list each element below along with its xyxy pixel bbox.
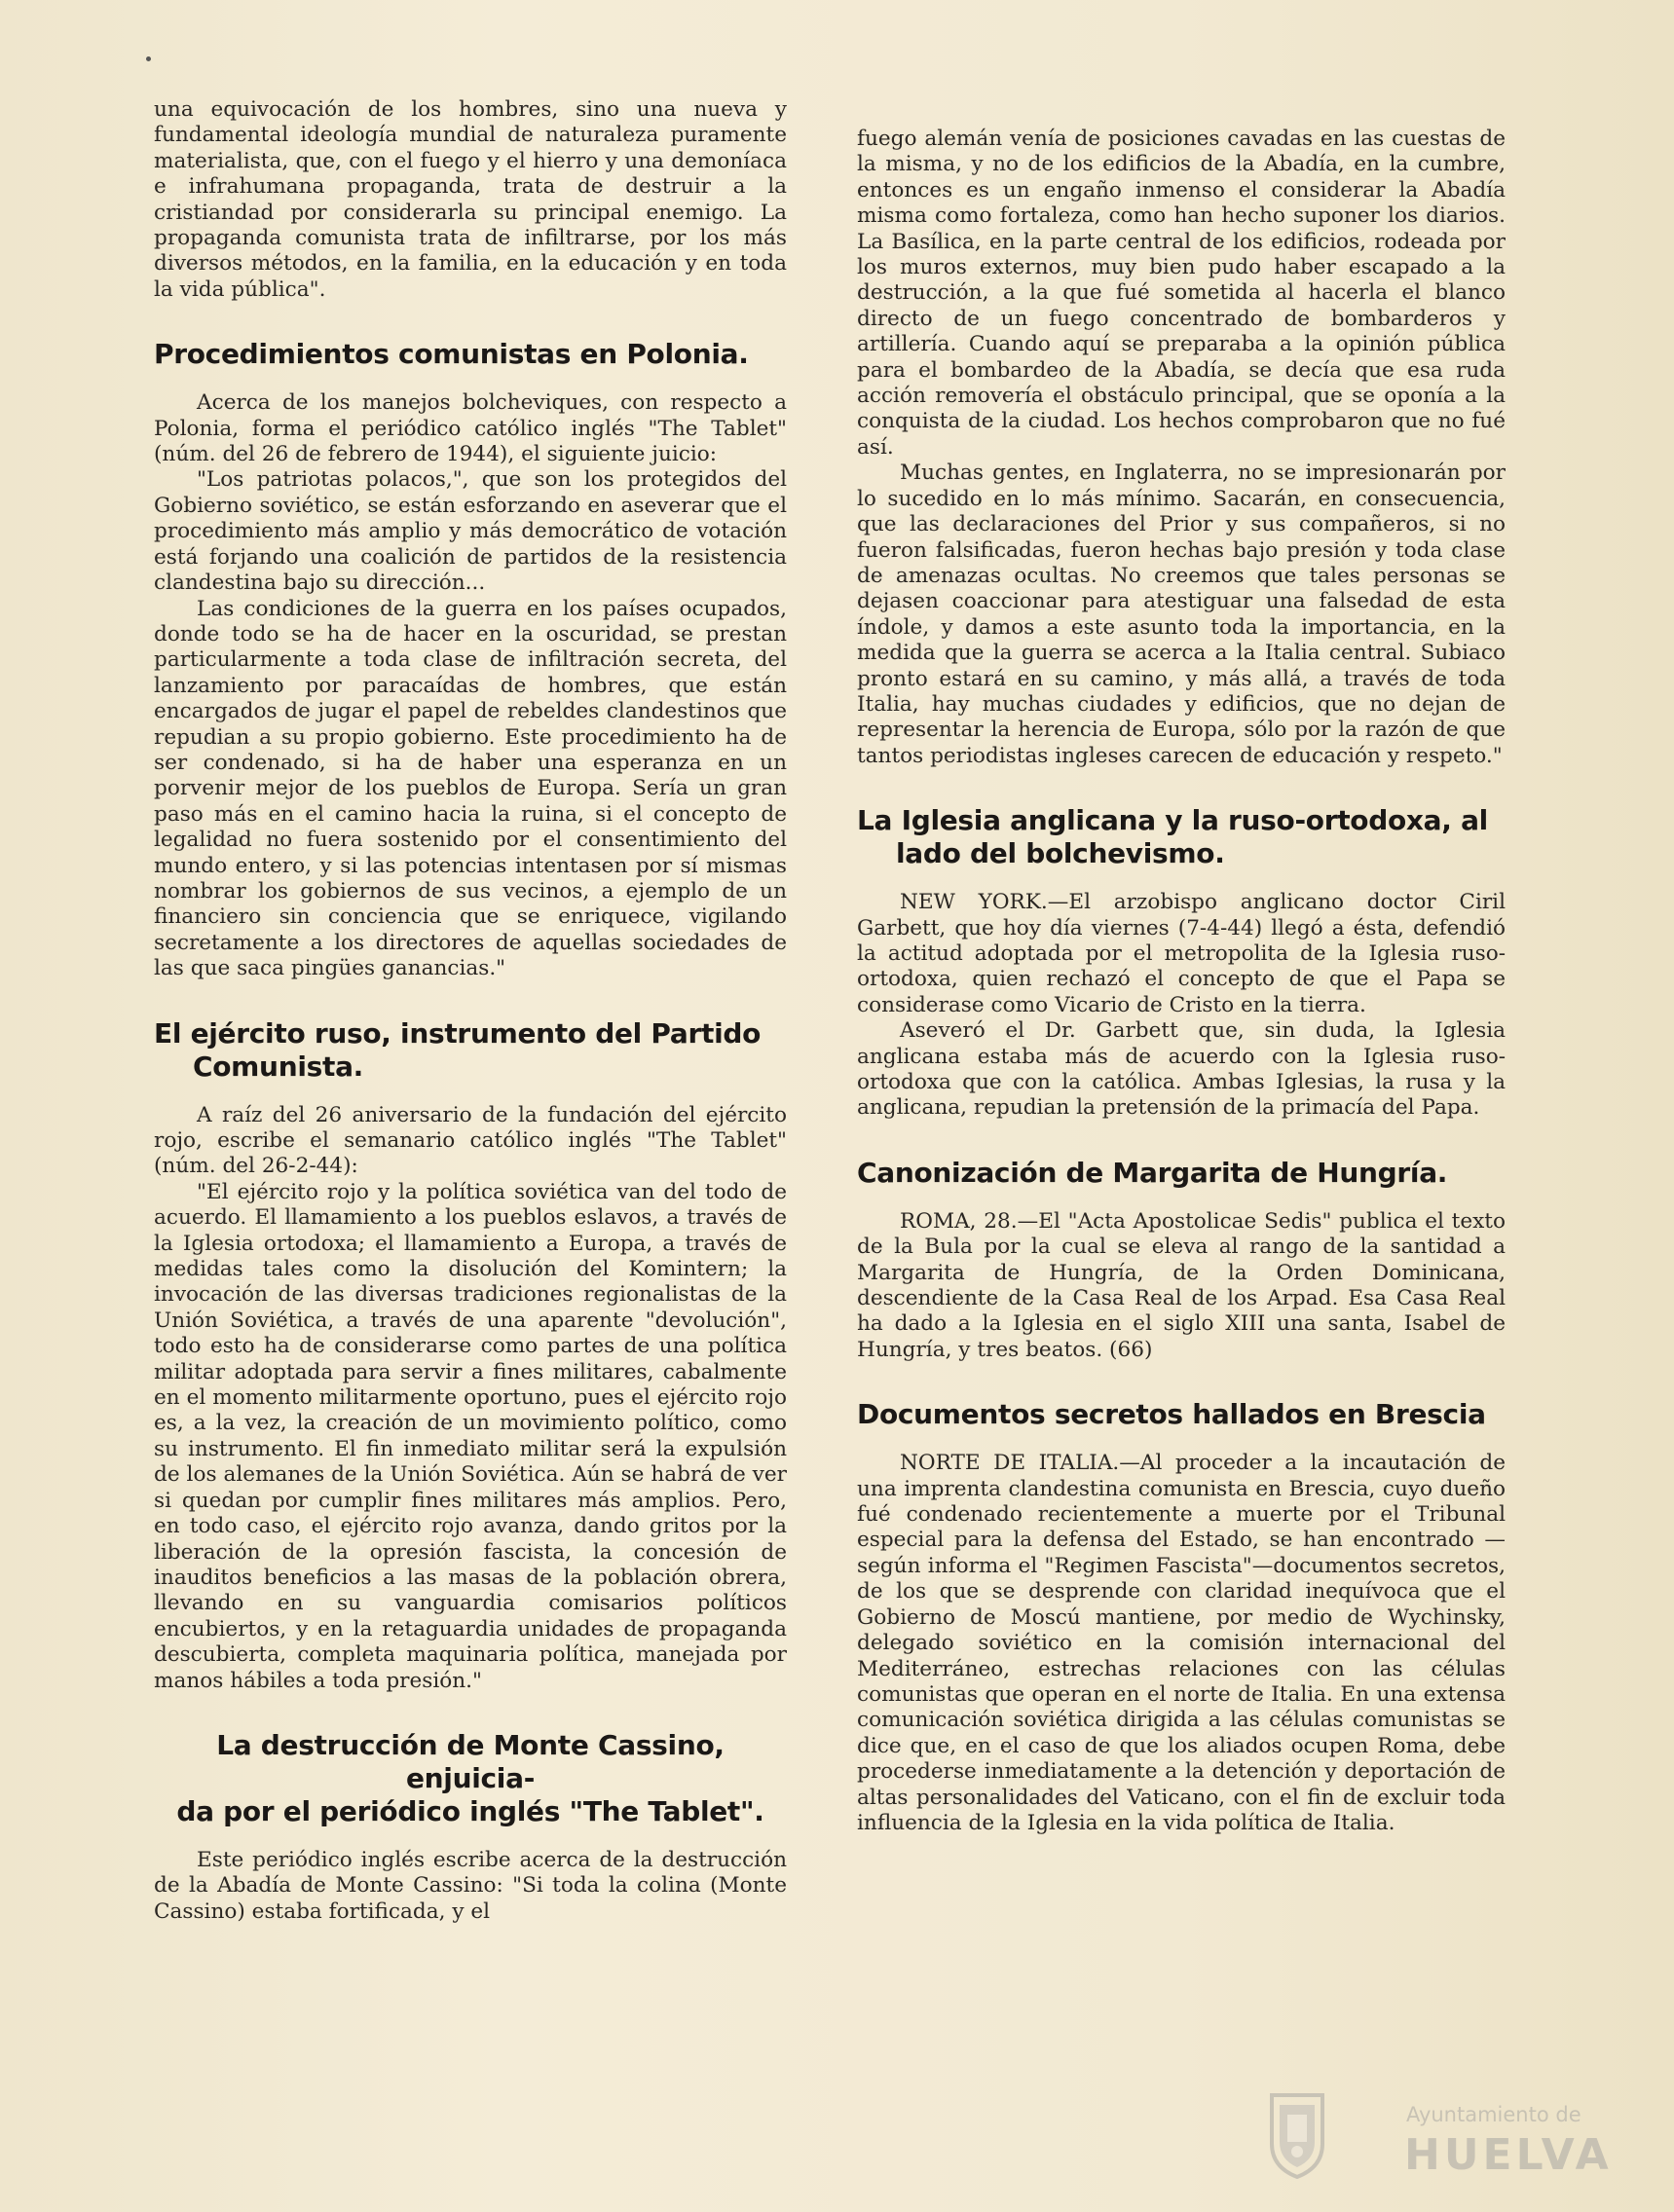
paragraph: ROMA, 28.—El "Acta Apostolicae Sedis" publica el texto de la Bula por la cual se eleva al rango de la santidad a Margarita de Hungría, de la Orden Dominicana, descendiente de la Casa Real de los Arpad. Esa Casa Real ha dado a la Iglesia en el siglo XIII una santa, Isabel de Hungría, y tres beatos. (66) xyxy=(857,1208,1506,1362)
paragraph: Muchas gentes, en Inglaterra, no se impresionarán por lo sucedido en lo más mínimo. Sacarán, en consecuencia, que las declaraciones del Prior y sus compañeros, si no fueron falsificadas, fueron hechas bajo presión y toda clase de amenazas ocultas. No creemos que tales personas se dejasen coaccionar para atestiguar una falsedad de esta índole, y damos a este asunto toda la importancia, en la medida que la guerra se acerca a la Italia central. Subiaco pronto estará en su camino, y más allá, a través de toda Italia, hay muchas ciudades y edificios, que no dejan de representar la herencia de Europa, sólo por la razón de que tantos periodistas ingleses carecen de educación y respeto." xyxy=(857,461,1506,768)
heading-monte-cassino xyxy=(154,1729,787,1828)
heading-iglesia-anglicana xyxy=(857,804,1506,870)
heading-documentos-brescia: Documentos secretos hallados en Brescia xyxy=(857,1398,1486,1431)
watermark-logo xyxy=(1266,2091,1613,2181)
paragraph: fuego alemán venía de posiciones cavadas en las cuestas de la misma, y no de los edificios de la Abadía, en la cumbre, entonces es un engaño inmenso el considerar la Abadía misma como fortaleza, como han hecho suponer los diarios. La Basílica, en la parte central de los edificios, rodeada por los muros externos, muy bien pudo haber escapado a la destrucción, a la que fué sometida al hacerla el blanco directo de un fuego concentrado de bombarderos y artillería. Cuando aquí se preparaba a la opinión pública para el bombardeo de la Abadía, se decía que esa ruda acción removería el obstáculo principal, que se oponía a la conquista de la ciudad. Los hechos comprobaron que no fué así. xyxy=(857,127,1506,460)
paragraph: "Los patriotas polacos,", que son los protegidos del Gobierno soviético, se están esforzando en aseverar que el procedimiento más amplio y más democrático de votación está forjando una coalición de partidos de la resistencia clandestina bajo su dirección... xyxy=(154,467,787,596)
paragraph: NEW YORK.—El arzobispo anglicano doctor Ciril Garbett, que hoy día viernes (7-4-44) llegó a ésta, defendió la actitud adoptada por el metropolita de la Iglesia ruso-ortodoxa, quien rechazó el concepto de que el Papa se considerase como Vicario de Cristo en la tierra. xyxy=(857,890,1506,1017)
left-column xyxy=(154,97,787,1925)
heading-canonizacion: Canonización de Margarita de Hungría. xyxy=(857,1156,1448,1189)
paragraph: NORTE DE ITALIA.—Al proceder a la incautación de una imprenta clandestina comunista en Brescia, cuyo dueño fué condenado recientemente a muerte por el Tribunal especial para la defensa del Estado, se han encontrado —según informa el "Regimen Fascista"—documentos secretos, de los que se desprende con claridad inequívoca que el Gobierno de Moscú mantiene, por medio de Wychinsky, delegado soviético en la comisión internacional del Mediterráneo, estrechas relaciones con las células comunistas que operan en el norte de Italia. En una extensa comunicación soviética dirigida a las células comunistas se dice que, en el caso de que los aliados ocupen Roma, debe procederse inmediatamente a la detención y deportación de altas personalidades del Vaticano, con el fin de excluir toda influencia de la Iglesia en la vida política de Italia. xyxy=(857,1451,1506,1835)
heading-line: La destrucción de Monte Cassino, enjuicia- xyxy=(216,1728,725,1794)
heading-ejercito-ruso xyxy=(154,1017,787,1084)
heading-polonia: Procedimientos comunistas en Polonia. xyxy=(154,338,749,371)
heading-line: El ejército ruso, instrumento del Partido xyxy=(154,1016,762,1050)
intro-paragraph: una equivocación de los hombres, sino una nueva y fundamental ideología mundial de naturaleza puramente materialista, que, con el fuego y el hierro y una demoníaca e infrahumana propaganda, trata de destruir a la cristiandad por considerarla su principal enemigo. La propaganda comunista trata de infiltrarse, por los más diversos métodos, en la familia, en la educación y en toda la vida pública". xyxy=(154,97,787,302)
paragraph: Aseveró el Dr. Garbett que, sin duda, la Iglesia anglicana estaba más de acuerdo con la Iglesia ruso-ortodoxa que con la católica. Ambas Iglesias, la rusa y la anglicana, repudian la pretensión de la primacía del Papa. xyxy=(857,1018,1506,1121)
paragraph: A raíz del 26 aniversario de la fundación del ejército rojo, escribe el semanario católico inglés "The Tablet" (núm. del 26-2-44): xyxy=(154,1102,787,1179)
watermark-line2: HUELVA xyxy=(1404,2130,1613,2180)
paragraph: "El ejército rojo y la política soviética van del todo de acuerdo. El llamamiento a los pueblos eslavos, a través de la Iglesia ortodoxa; el llamamiento a Europa, a través de medidas tales como la disolución del Komintern; la invocación de las diversas tradiciones regionalistas de la Unión Soviética, a través de una aparente "devolución", todo esto ha de considerarse como partes de una política militar adoptada para servir a fines militares, cabalmente en el momento militarmente oportuno, pues el ejército rojo es, a la vez, la creación de un movimiento político, como su instrumento. El fin inmediato militar será la expulsión de los alemanes de la Unión Soviética. Aún se habrá de ver si quedan por cumplir fines militares más amplios. Pero, en todo caso, el ejército rojo avanza, dando gritos por la liberación de la opresión fascista, la concesión de inauditos beneficios a las masas de la población obrera, llevando en su vanguardia comisarios políticos encubiertos, y en la retaguardia unidades de propaganda descubierta, completa maquinaria política, manejada por manos hábiles a toda presión." xyxy=(154,1179,787,1693)
heading-line: lado del bolchevismo. xyxy=(896,837,1225,870)
huelva-crest-icon xyxy=(1266,2091,1328,2179)
paragraph: Este periódico inglés escribe acerca de la destrucción de la Abadía de Monte Cassino: "Si toda la colina (Monte Cassino) estaba fortificada, y el xyxy=(154,1847,787,1924)
heading-line: Comunista. xyxy=(193,1050,364,1083)
paper-speck xyxy=(146,56,151,61)
right-column xyxy=(857,127,1506,1836)
heading-line: La Iglesia anglicana y la ruso-ortodoxa, al xyxy=(857,804,1488,837)
paragraph: Las condiciones de la guerra en los países ocupados, donde todo se ha de hacer en la oscuridad, se prestan particularmente a toda clase de infiltración secreta, del lanzamiento por paracaídas de hombres, que están encargados de jugar el papel de rebeldes clandestinos que repudian a su propio gobierno. Este procedimiento ha de ser condenado, si ha de haber una esperanza en un porvenir mejor de los pueblos de Europa. Sería un gran paso más en el camino hacia la ruina, si el concepto de legalidad no fuera sostenido por el consentimiento del mundo entero, y si las potencias intentasen por sí mismas nombrar los gobiernos de sus vecinos, a ejemplo de un financiero sin conciencia que se enriquece, vigilando secretamente a los directores de aquellas sociedades de las que saca pingües ganancias." xyxy=(154,596,787,981)
paragraph: Acerca de los manejos bolcheviques, con respecto a Polonia, forma el periódico católico inglés "The Tablet" (núm. del 26 de febrero de 1944), el siguiente juicio: xyxy=(154,390,787,467)
heading-line: da por el periódico inglés "The Tablet". xyxy=(176,1794,764,1827)
watermark-line1: Ayuntamiento de xyxy=(1406,2103,1581,2126)
